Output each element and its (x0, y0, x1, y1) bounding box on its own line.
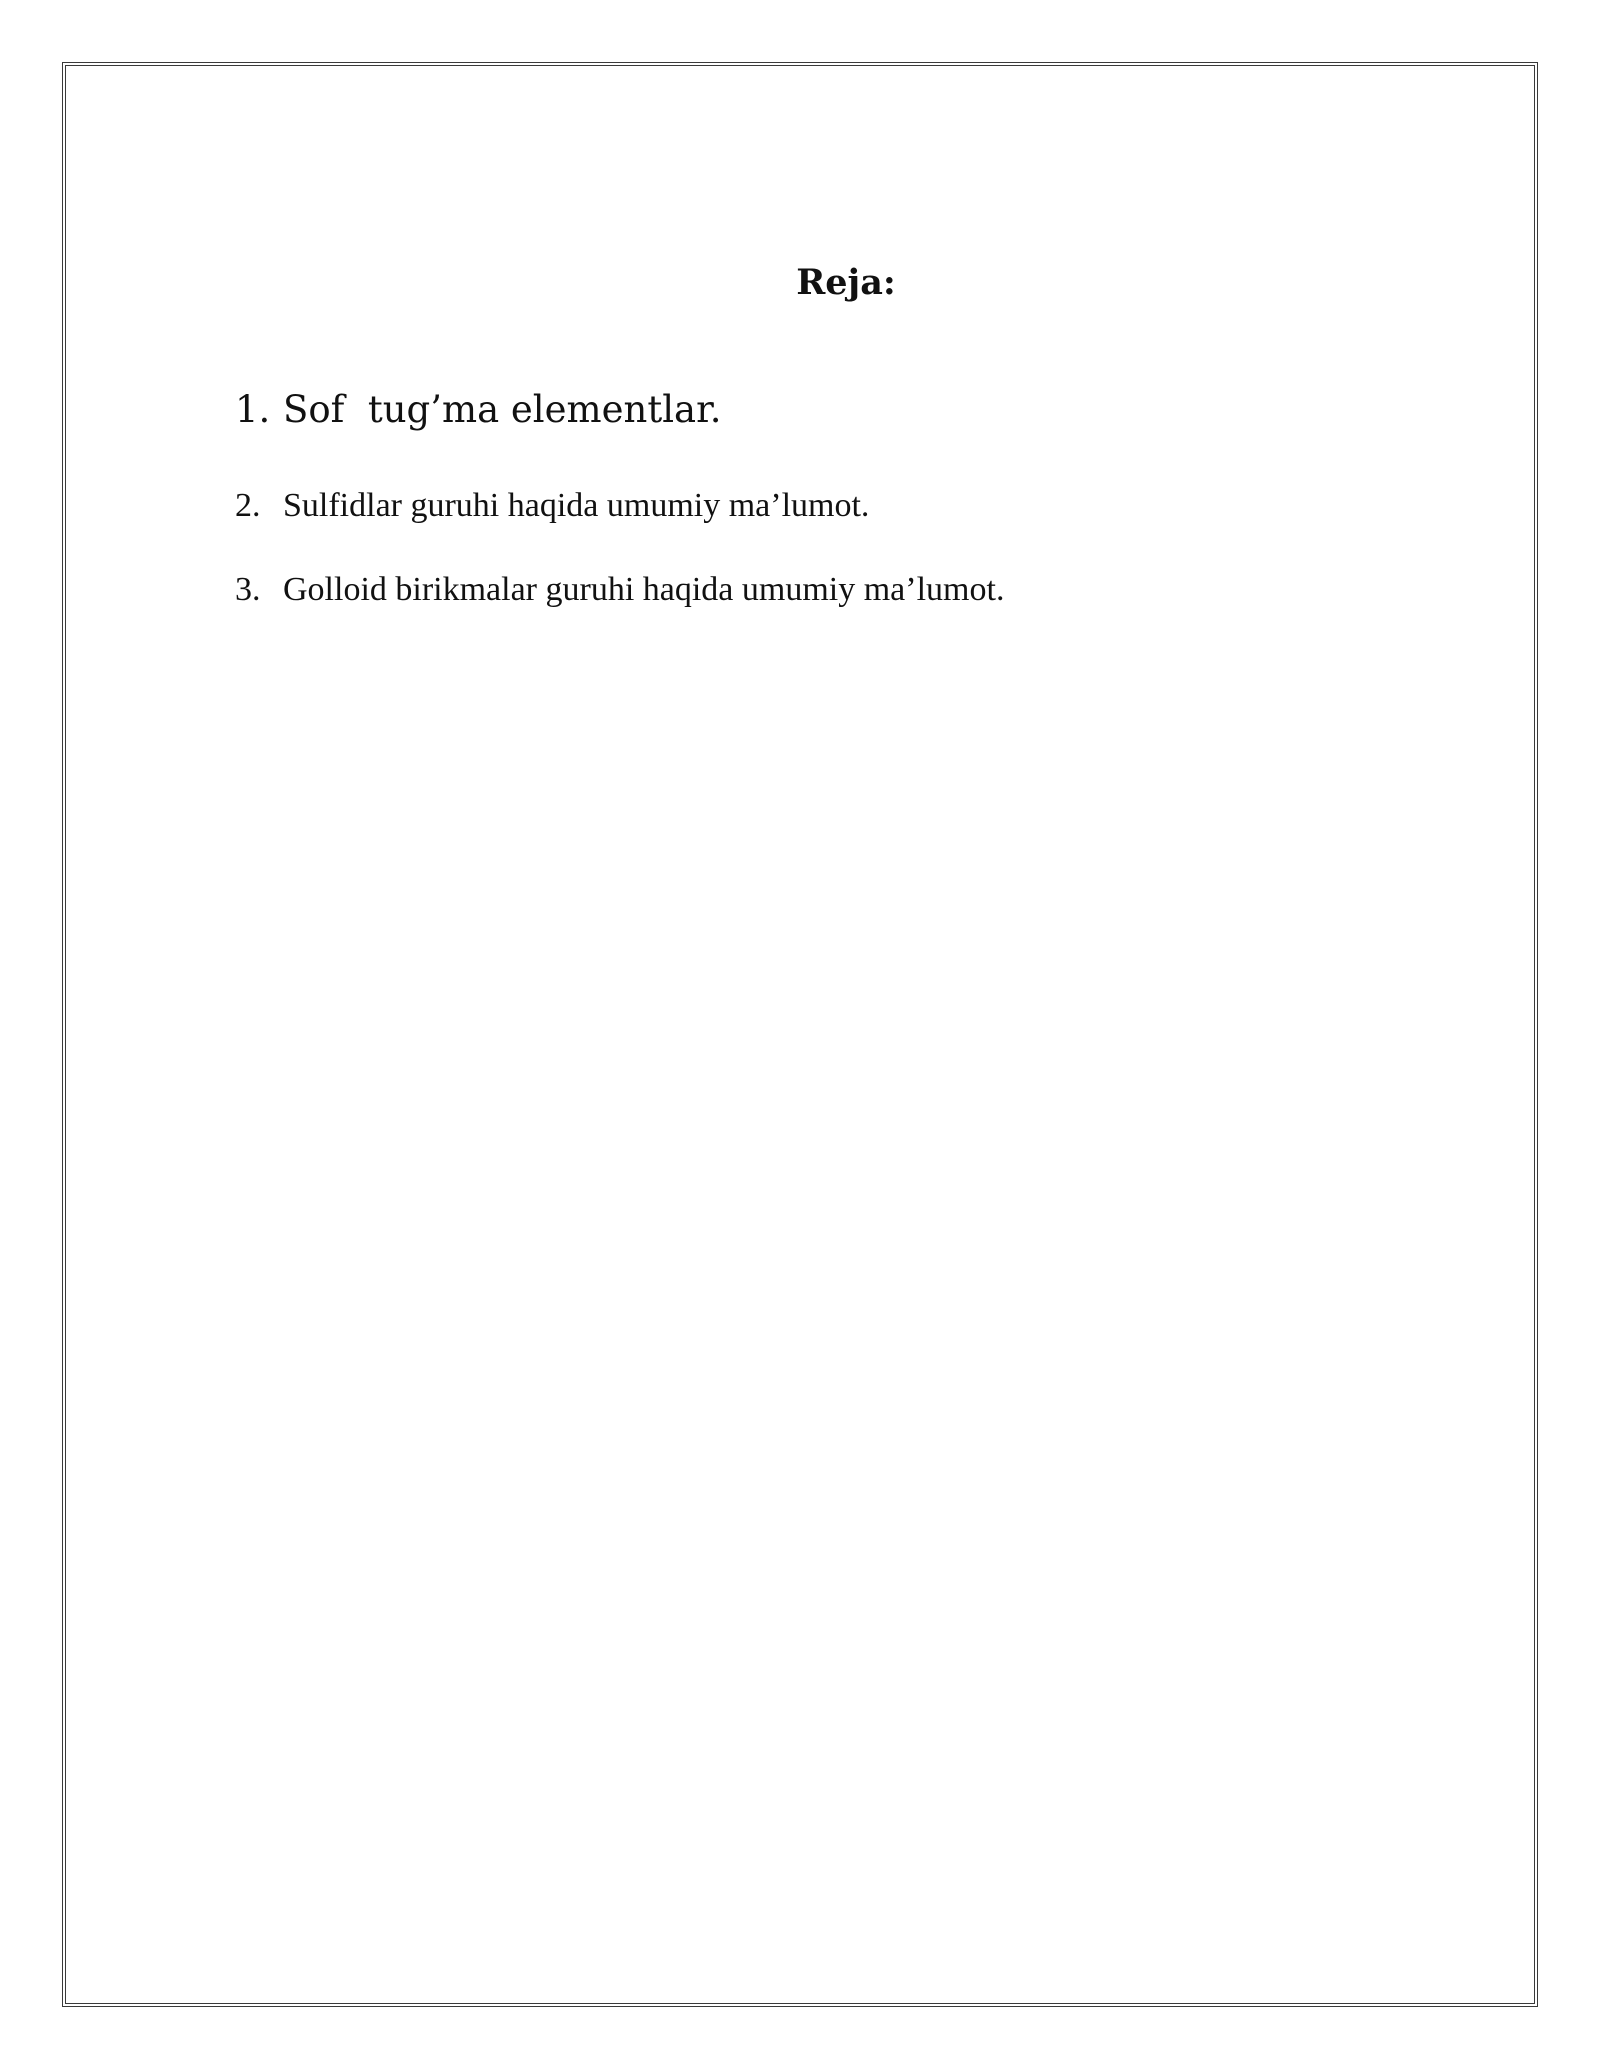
list-item-number: 2. (235, 487, 261, 524)
page-border (62, 62, 1538, 2007)
list-item (235, 388, 721, 431)
page-title: Reja: (796, 262, 896, 303)
list-item (235, 487, 869, 525)
list-item-text: Sulfidlar guruhi haqida umumiy ma’lumot. (283, 487, 870, 524)
list-item-text: Sof tug’ma elementlar. (283, 388, 722, 431)
list-item-number: 3. (235, 571, 261, 608)
list-item (235, 571, 1004, 609)
list-item-text: Golloid birikmalar guruhi haqida umumiy ma’lumot. (283, 571, 1005, 608)
list-item-number: 1. (235, 388, 271, 431)
